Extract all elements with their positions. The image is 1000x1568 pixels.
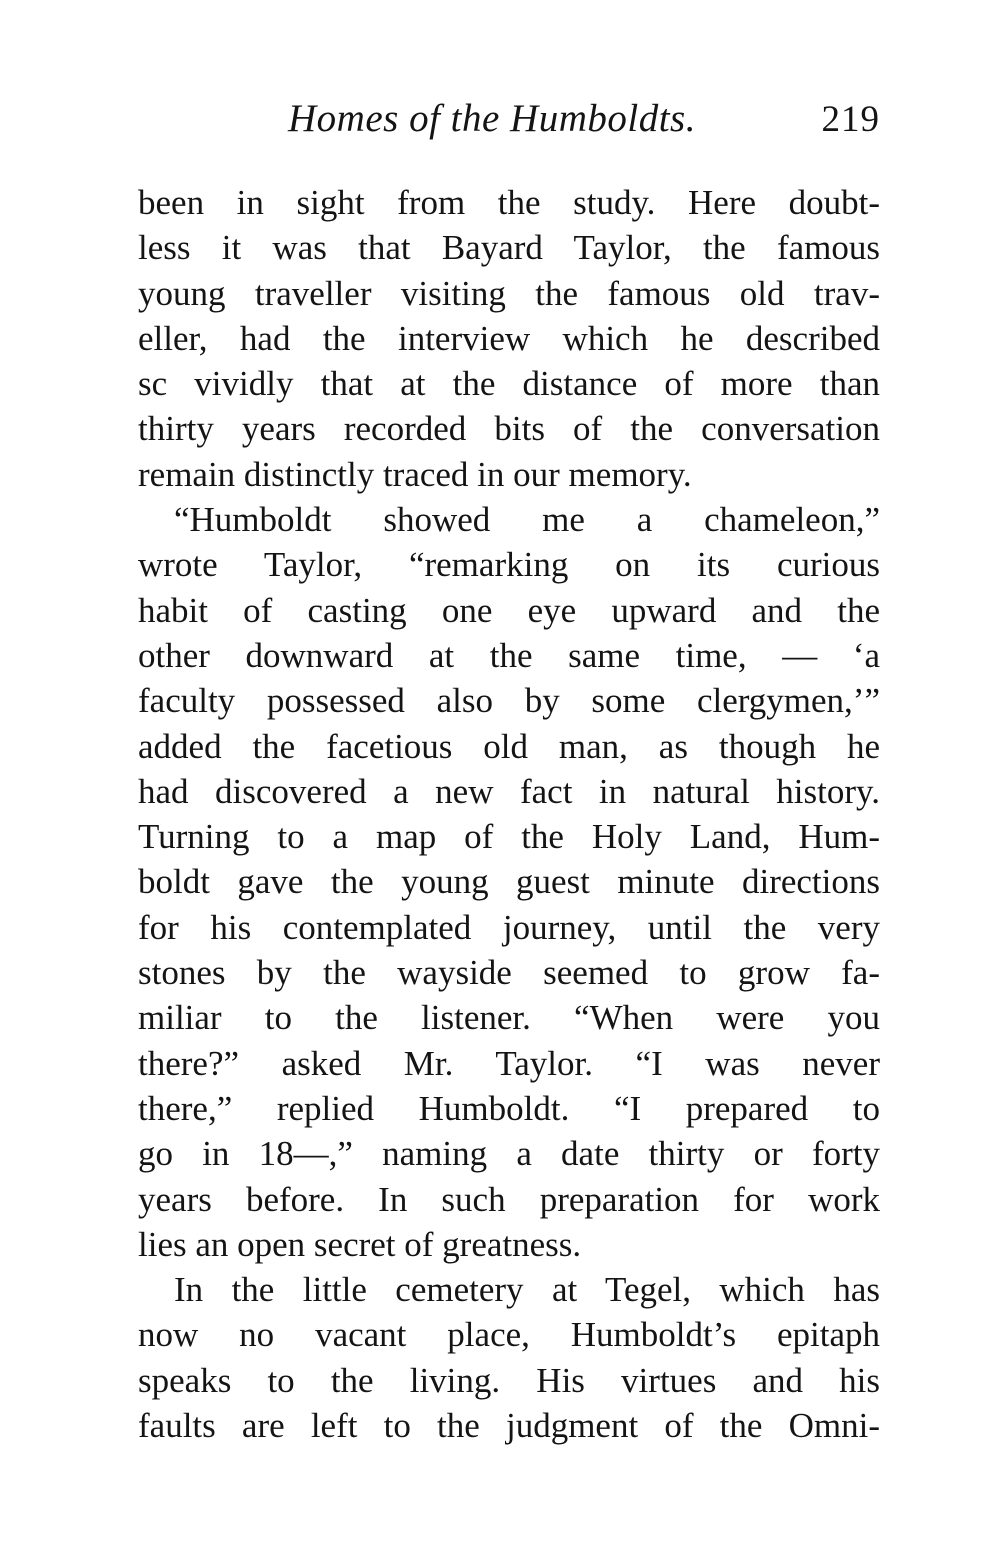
text-line: boldt gave the young guest minute directions — [138, 862, 880, 902]
text-line: there,” replied Humboldt. “I prepared to — [138, 1088, 880, 1128]
text-line: lies an open secret of greatness. — [138, 1224, 582, 1264]
text-line: faculty possessed also by some clergymen,’” — [138, 681, 880, 721]
running-title: Homes of the Humboldts. — [288, 97, 696, 140]
text-line: habit of casting one eye upward and the — [138, 590, 880, 630]
text-line: “Humboldt showed me a chameleon,” — [174, 500, 880, 540]
text-line: In the little cemetery at Tegel, which has — [174, 1270, 880, 1310]
text-line: go in 18—,” naming a date thirty or forty — [138, 1134, 880, 1174]
text-line: remain distinctly traced in our memory. — [138, 454, 692, 494]
text-line: speaks to the living. His virtues and his — [138, 1360, 880, 1400]
running-header — [138, 96, 880, 146]
text-line: had discovered a new fact in natural history. — [138, 771, 880, 811]
text-line: young traveller visiting the famous old trav- — [138, 273, 880, 313]
text-line: wrote Taylor, “remarking on its curious — [138, 545, 880, 585]
text-line: thirty years recorded bits of the conversation — [138, 409, 880, 449]
text-line: faults are left to the judgment of the Omni- — [138, 1406, 880, 1446]
text-line: less it was that Bayard Taylor, the famous — [138, 228, 880, 268]
text-line: been in sight from the study. Here doubt- — [138, 183, 880, 222]
text-line: Turning to a map of the Holy Land, Hum- — [138, 817, 880, 857]
text-line: miliar to the listener. “When were you — [138, 998, 880, 1038]
page-number: 219 — [821, 99, 880, 140]
body-text — [138, 180, 880, 1448]
text-line: for his contemplated journey, until the very — [138, 907, 880, 947]
text-line: eller, had the interview which he described — [138, 318, 880, 358]
text-line: added the facetious old man, as though he — [138, 726, 880, 766]
text-line: other downward at the same time, — ‘a — [138, 635, 880, 675]
text-line: there?” asked Mr. Taylor. “I was never — [138, 1043, 880, 1083]
text-line: now no vacant place, Humboldt’s epitaph — [138, 1315, 880, 1355]
text-line: years before. In such preparation for work — [138, 1179, 880, 1219]
text-line: stones by the wayside seemed to grow fa- — [138, 953, 880, 993]
text-line: sc vividly that at the distance of more than — [138, 364, 880, 404]
